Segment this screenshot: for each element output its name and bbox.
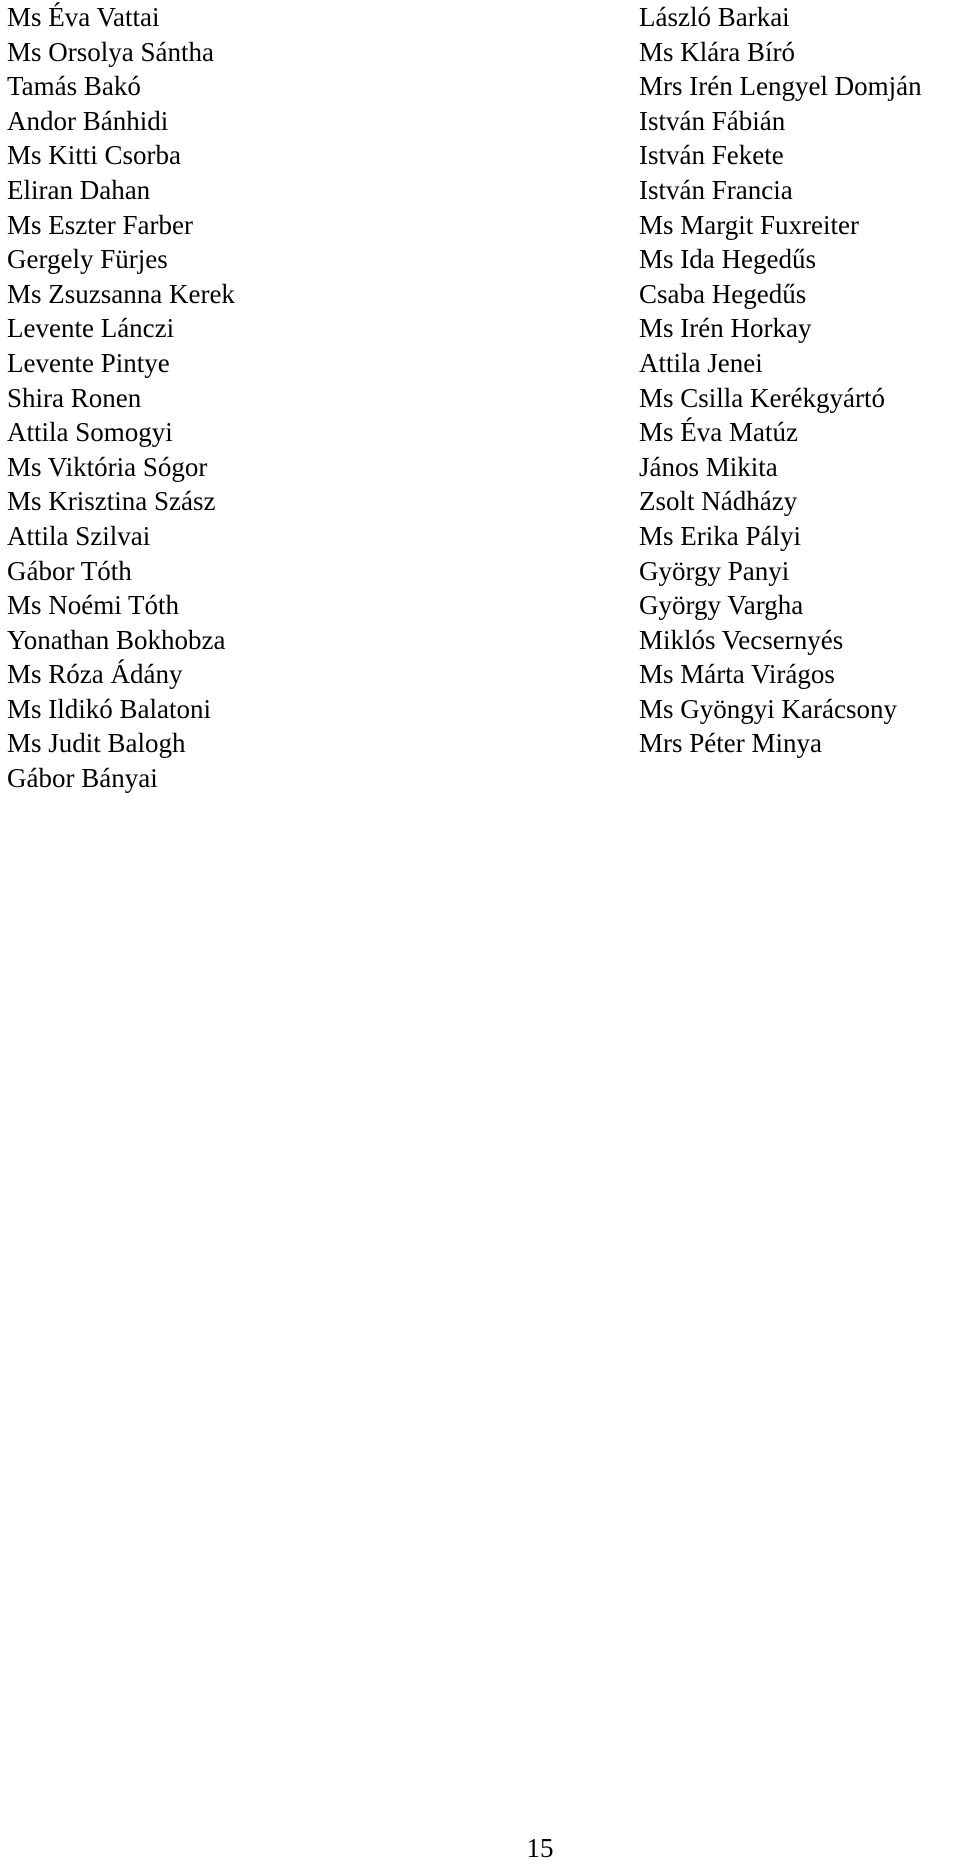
list-item: Ms Viktória Sógor — [7, 451, 208, 482]
list-item: Ms Noémi Tóth — [7, 590, 180, 621]
list-item: Attila Szilvai — [7, 520, 151, 551]
list-item: János Mikita — [639, 451, 778, 482]
list-item: Levente Lánczi — [7, 313, 175, 344]
list-item: Mrs Irén Lengyel Domján — [639, 71, 922, 102]
list-item: Mrs Péter Minya — [639, 728, 822, 759]
list-item: István Francia — [639, 174, 793, 205]
list-item: Ms Éva Matúz — [639, 417, 798, 448]
list-item: István Fábián — [639, 105, 786, 136]
list-item: Ms Irén Horkay — [639, 313, 812, 344]
list-item: István Fekete — [639, 140, 784, 171]
list-item: Ms Erika Pályi — [639, 520, 801, 551]
list-item: Ms Klára Bíró — [639, 36, 795, 67]
list-item: Attila Jenei — [639, 347, 763, 378]
list-item: Ms Krisztina Szász — [7, 486, 216, 517]
list-item: Ms Ida Hegedűs — [639, 244, 816, 275]
list-item: Ms Eszter Farber — [7, 209, 193, 240]
list-item: Gábor Bányai — [7, 763, 158, 794]
list-item: Zsolt Nádházy — [639, 486, 798, 517]
list-item: Ms Margit Fuxreiter — [639, 209, 859, 240]
list-item: Gergely Fürjes — [7, 244, 168, 275]
list-item: György Panyi — [639, 555, 790, 586]
list-item: Ms Kitti Csorba — [7, 140, 182, 171]
list-item: Yonathan Bokhobza — [7, 624, 226, 655]
list-item: László Barkai — [639, 2, 790, 32]
list-item: Ms Orsolya Sántha — [7, 36, 214, 67]
list-item: György Vargha — [639, 590, 804, 621]
list-item: Ms Éva Vattai — [7, 2, 160, 32]
list-item: Shira Ronen — [7, 382, 142, 413]
list-item: Ms Ildikó Balatoni — [7, 693, 211, 724]
list-item: Gábor Tóth — [7, 555, 132, 586]
name-list-left — [7, 0, 235, 796]
name-list-right — [639, 0, 922, 761]
list-item: Attila Somogyi — [7, 417, 173, 448]
list-item: Csaba Hegedűs — [639, 278, 807, 309]
list-item: Ms Márta Virágos — [639, 659, 835, 690]
list-item: Andor Bánhidi — [7, 105, 169, 136]
list-item: Ms Judit Balogh — [7, 728, 186, 759]
list-item: Ms Zsuzsanna Kerek — [7, 278, 235, 309]
list-item: Ms Róza Ádány — [7, 659, 183, 690]
page-number: 15 — [526, 1833, 554, 1863]
list-item: Tamás Bakó — [7, 71, 141, 102]
list-item: Eliran Dahan — [7, 174, 151, 205]
list-item: Ms Csilla Kerékgyártó — [639, 382, 885, 413]
list-item: Levente Pintye — [7, 347, 170, 378]
list-item: Miklós Vecsernyés — [639, 624, 844, 655]
list-item: Ms Gyöngyi Karácsony — [639, 693, 897, 724]
